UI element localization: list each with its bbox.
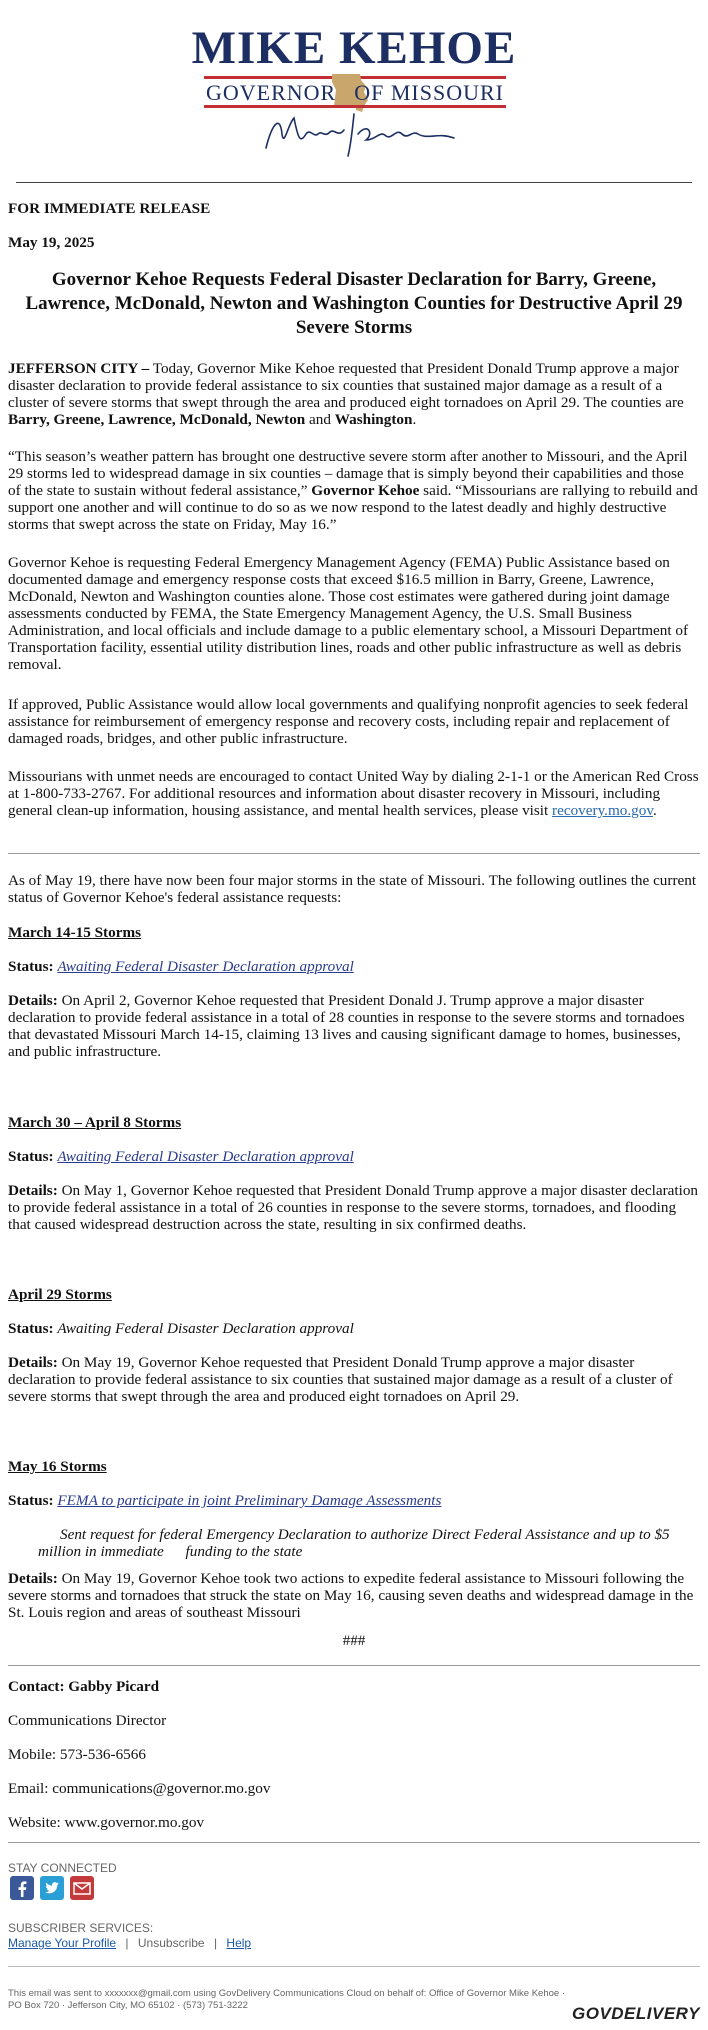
note-part-b: funding to the state	[185, 1543, 303, 1560]
paragraph-quote	[8, 448, 700, 533]
resources-text: Missourians with unmet needs are encouraged to contact United Way by dialing 2-1-1 or the American Red Cross at 1-800-733-2767. For additional resources and information about disaster recovery in Missouri, including general clean-up information, housing assistance, and mental health services, please visit	[8, 768, 699, 819]
contact-name: Contact: Gabby Picard	[8, 1678, 160, 1695]
storm-details	[8, 992, 700, 1060]
status-link[interactable]: Awaiting Federal Disaster Declaration approval	[57, 958, 354, 975]
status-link[interactable]: FEMA to participate in joint Preliminary Damage Assessments	[57, 1492, 442, 1509]
governor-logo	[0, 22, 708, 162]
county-washington: Washington	[334, 411, 413, 428]
storm-status	[8, 958, 700, 975]
counties-list: Barry, Greene, Lawrence, McDonald, Newton	[8, 411, 306, 428]
social-icons	[8, 1876, 108, 1902]
address-line: PO Box 720 · Jefferson City, MO 65102 · (573) 751-3222	[8, 2000, 248, 2011]
subscriber-services-label: SUBSCRIBER SERVICES:	[8, 1921, 154, 1935]
separator: |	[125, 1936, 129, 1950]
status-label: Status:	[8, 1148, 54, 1165]
release-date: May 19, 2025	[8, 234, 95, 251]
end-mark: ###	[342, 1632, 366, 1649]
facebook-icon[interactable]	[10, 1876, 34, 1900]
logo-name: MIKE KEHOE	[191, 22, 517, 74]
contact-mobile: Mobile: 573-536-6566	[8, 1746, 146, 1763]
status-link[interactable]: Awaiting Federal Disaster Declaration approval	[57, 1148, 354, 1165]
header-divider	[16, 182, 692, 183]
storm-heading: March 30 – April 8 Storms	[8, 1114, 182, 1131]
status-label: Status:	[8, 1492, 54, 1509]
paragraph-resources	[8, 768, 700, 819]
govdelivery-logo[interactable]: GOVDELIVERY	[572, 2004, 700, 2023]
storm-details	[8, 1354, 700, 1405]
signature-icon	[258, 104, 458, 164]
details-text: On May 19, Governor Kehoe requested that President Donald Trump approve a major disaster declaration to provide federal assistance to six counties that sustained major damage as a result of a cluster of severe storms that swept through the area and produced eight tornadoes on April 29.	[8, 1354, 673, 1405]
details-text: On May 1, Governor Kehoe requested that President Donald Trump approve a major disaster declaration to provide federal assistance in a total of 26 counties in response to the severe storms, tornadoes, and flooding that caused widespread destruction across the state, resulting in six confirmed deaths.	[8, 1182, 699, 1233]
email-icon[interactable]	[70, 1876, 94, 1900]
storm-heading: March 14-15 Storms	[8, 924, 142, 941]
recovery-link[interactable]: recovery.mo.gov	[552, 802, 653, 819]
quote-speaker: Governor Kehoe	[307, 482, 420, 499]
storm-note	[38, 1526, 700, 1560]
storm-details	[8, 1570, 700, 1621]
release-title: Governor Kehoe Requests Federal Disaster Declaration for Barry, Greene, Lawrence, McDonald, Newton and Washington Counties for Destructive April 29 Severe Storms	[25, 269, 683, 338]
paragraph-public-assistance: If approved, Public Assistance would allow local governments and qualifying nonprofit agencies to seek federal assistance for reimbursement of emergency response and recovery costs, including repair and replacement of damaged roads, bridges, and other public infrastructure.	[8, 696, 689, 747]
note-part-a: Sent request for federal Emergency Declaration to authorize Direct Federal Assistance and up to $5 million in immediate	[38, 1526, 670, 1560]
storm-status	[8, 1148, 700, 1165]
manage-profile-link[interactable]: Manage Your Profile	[8, 1936, 117, 1950]
status-label: Status:	[8, 958, 54, 975]
section-divider	[8, 853, 700, 854]
contact-divider-top	[8, 1665, 700, 1666]
stay-connected-label: STAY CONNECTED	[8, 1861, 117, 1875]
logo-of-missouri-label: OF MISSOURI	[354, 80, 504, 105]
sent-line: This email was sent to xxxxxxx@gmail.com using GovDelivery Communications Cloud on behalf of: Office of Governor Mike Kehoe ·	[8, 1988, 565, 1999]
storm-heading: May 16 Storms	[8, 1458, 107, 1475]
contact-website: Website: www.governor.mo.gov	[8, 1814, 205, 1831]
resources-end: .	[652, 802, 657, 819]
details-text: On April 2, Governor Kehoe requested that President Donald J. Trump approve a major disaster declaration to provide federal assistance in a total of 28 counties in response to the severe storms and tornadoes that devastated Missouri March 14-15, claiming 13 lives and causing significant damage to homes, businesses, and public infrastructure.	[8, 992, 685, 1060]
logo-subtitle	[204, 76, 506, 106]
help-link[interactable]: Help	[226, 1936, 252, 1950]
storm-status	[8, 1492, 700, 1509]
details-label: Details:	[8, 992, 58, 1009]
storm-details	[8, 1182, 700, 1233]
footer-divider	[8, 1966, 700, 1967]
intro-end: .	[412, 411, 417, 428]
storm-status	[8, 1320, 700, 1337]
logo-governor-label: GOVERNOR	[206, 80, 337, 105]
dateline: JEFFERSON CITY –	[8, 360, 150, 377]
contact-email: Email: communications@governor.mo.gov	[8, 1780, 271, 1797]
quote-part-a: “This season’s weather pattern has brought one destructive severe storm after another to Missouri, and the April 29 storms led to widespread damage in six counties – damage that is simply beyond their capabilities and those of the state to sustain without federal assistance,”	[8, 448, 688, 499]
subscriber-links	[8, 1935, 700, 1952]
storm-heading: April 29 Storms	[8, 1286, 112, 1303]
contact-divider-bottom	[8, 1842, 700, 1843]
contact-role: Communications Director	[8, 1712, 167, 1729]
separator: |	[213, 1936, 218, 1950]
twitter-icon[interactable]	[40, 1876, 64, 1900]
intro-and: and	[305, 411, 335, 428]
paragraph-intro	[8, 360, 700, 428]
status-label: Status:	[8, 1320, 54, 1337]
quote-part-b: said. “Missourians are rallying to rebuild and support one another and will continue to do so as we now respond to the latest deadly and highly destructive storms that swept across the state on Friday, May 16.”	[8, 482, 698, 533]
details-label: Details:	[8, 1354, 58, 1371]
intro-text: Today, Governor Mike Kehoe requested that President Donald Trump approve a major disaster declaration to provide federal assistance to six counties that sustained major damage as a result of a cluster of severe storms that swept through the area and produced eight tornadoes on April 29. The counties are	[8, 360, 684, 411]
details-label: Details:	[8, 1182, 58, 1199]
unsubscribe-link[interactable]: Unsubscribe	[137, 1936, 205, 1950]
status-value: Awaiting Federal Disaster Declaration approval	[57, 1320, 354, 1337]
paragraph-fema: Governor Kehoe is requesting Federal Emergency Management Agency (FEMA) Public Assistance based on documented damage and emergency response costs that exceed $16.5 million in Barry, Greene, Lawrence, McDonald, Newton and Washington counties alone. Those cost estimates were gathered during joint damage assessments conducted by FEMA, the State Emergency Management Agency, the U.S. Small Business Administration, and local officials and include damage to a public elementary school, a Missouri Department of Transportation facility, essential utility distribution lines, roads and other public infrastructure as well as debris removal.	[8, 554, 689, 673]
release-label: FOR IMMEDIATE RELEASE	[8, 200, 211, 217]
details-label: Details:	[8, 1570, 58, 1587]
details-text: On May 19, Governor Kehoe took two actions to expedite federal assistance to Missouri following the severe storms and tornadoes that struck the state on May 16, causing seven deaths and widespread damage in the St. Louis region and areas of southeast Missouri	[8, 1570, 694, 1621]
paragraph-overview: As of May 19, there have now been four major storms in the state of Missouri. The following outlines the current status of Governor Kehoe's federal assistance requests:	[8, 872, 697, 906]
